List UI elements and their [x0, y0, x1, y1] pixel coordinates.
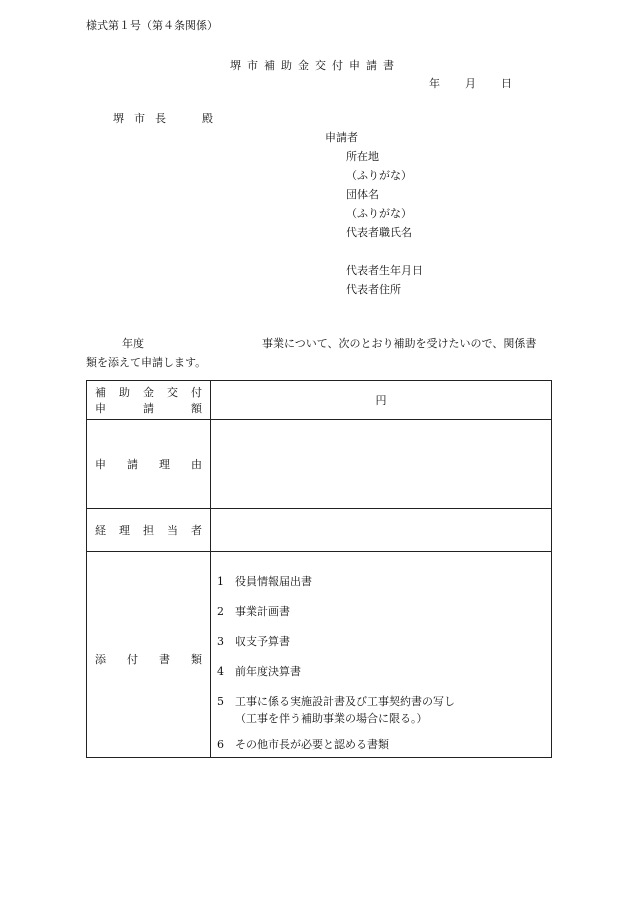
body-line-1-text: 事業について、次のとおり補助を受けたいので、関係書: [262, 337, 537, 350]
applicant-furigana-label: （ふりがな）: [346, 169, 412, 182]
addressee: [113, 110, 213, 126]
application-table: [86, 380, 552, 758]
accounting-label: 経 理 担 当 者: [87, 509, 211, 552]
attachments-list-cell: [211, 552, 552, 758]
fiscal-year-label: 年度: [122, 337, 144, 350]
amount-label: [87, 381, 211, 420]
reason-value-cell[interactable]: [211, 420, 552, 509]
applicant-group-name-label: 団体名: [346, 188, 379, 201]
list-item: 3 収支予算書: [217, 635, 290, 648]
document-title: 堺市補助金交付申請書: [230, 59, 400, 72]
body-line-2: 類を添えて申請します。: [86, 356, 207, 369]
list-item: 6 その他市長が必要と認める書類: [217, 738, 389, 751]
list-item: 1 役員情報届出書: [217, 575, 312, 588]
table-row-attachments: [87, 552, 552, 758]
applicant-birthdate-label: 代表者生年月日: [346, 264, 423, 277]
form-number: 様式第１号（第４条関係）: [86, 19, 218, 32]
list-item: 4 前年度決算書: [217, 665, 301, 678]
applicant-furigana-label-2: （ふりがな）: [346, 207, 412, 220]
accounting-value-cell[interactable]: [211, 509, 552, 552]
addressee-mayor: 堺市長: [113, 112, 176, 125]
attachments-list: [211, 556, 551, 753]
list-item: 2 事業計画書: [217, 605, 290, 618]
attachments-label: 添 付 書 類: [87, 552, 211, 758]
table-row-reason: [87, 420, 552, 509]
amount-value-cell[interactable]: [211, 381, 552, 420]
amount-label-line-2: 申 請 額: [95, 402, 202, 415]
list-item: 5 工事に係る実施設計書及び工事契約書の写し: [217, 695, 455, 708]
date-month: 月: [465, 77, 476, 90]
table-row-accounting: [87, 509, 552, 552]
attachment-note: （工事を伴う補助事業の場合に限る。）: [235, 712, 428, 725]
amount-unit: 円: [375, 394, 387, 407]
date-year: 年: [429, 77, 440, 90]
reason-label: 申 請 理 由: [87, 420, 211, 509]
addressee-honorific: 殿: [202, 112, 213, 125]
applicant-heading: 申請者: [325, 131, 358, 144]
applicant-residence-label: 代表者住所: [346, 283, 401, 296]
applicant-representative-label: 代表者職氏名: [346, 226, 412, 239]
table-row-amount: [87, 381, 552, 420]
applicant-address-label: 所在地: [346, 150, 379, 163]
amount-label-line-1: 補 助 金 交 付: [95, 386, 202, 399]
body-line-1: [122, 335, 536, 351]
date-day: 日: [501, 77, 512, 90]
